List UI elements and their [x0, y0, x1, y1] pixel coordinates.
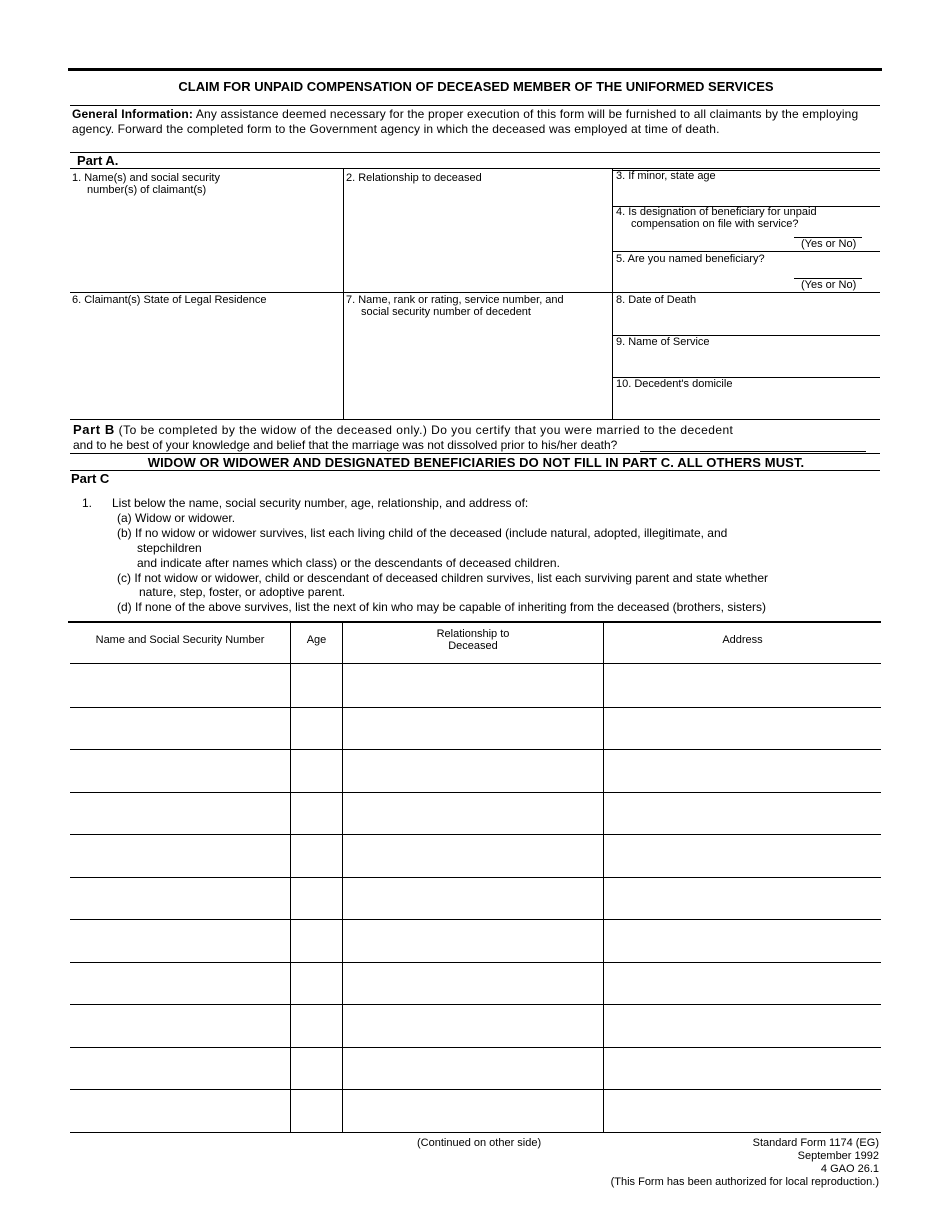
general-information — [72, 107, 880, 136]
part-b-text-line1: (To be completed by the widow of the deceased only.) Do you certify that you were married to the decedent — [114, 423, 734, 437]
table-cell-age[interactable] — [292, 879, 341, 918]
instruction-c-line1: (c) If not widow or widower, child or descendant of deceased children survives, list each surviving parent and state whether — [117, 571, 768, 585]
table-cell-age[interactable] — [292, 794, 341, 833]
table-cell-relationship[interactable] — [344, 751, 602, 790]
form-title: CLAIM FOR UNPAID COMPENSATION OF DECEASED MEMBER OF THE UNIFORMED SERVICES — [178, 79, 774, 94]
part-a-top-rule — [70, 152, 880, 153]
table-row-rule — [70, 1132, 881, 1133]
table-row-rule — [70, 1047, 881, 1048]
banner-top-rule — [70, 453, 880, 454]
table-cell-age[interactable] — [292, 1049, 341, 1088]
table-cell-relationship[interactable] — [344, 1049, 602, 1088]
table-cell-relationship[interactable] — [344, 836, 602, 875]
part-b-answer-input[interactable] — [640, 437, 866, 451]
field-3-label: 3. If minor, state age — [616, 170, 716, 182]
table-cell-relationship[interactable] — [344, 1006, 602, 1045]
instruction-b-line1: (b) If no widow or widower survives, list each living child of the deceased (include natural, adopted, illegitimate, and — [117, 526, 728, 540]
part-a-divider-1 — [343, 169, 344, 420]
field-6-label: 6. Claimant(s) State of Legal Residence — [72, 294, 267, 306]
table-cell-address[interactable] — [605, 879, 879, 918]
table-cell-name[interactable] — [71, 794, 289, 833]
table-cell-address[interactable] — [605, 1091, 879, 1130]
part-a-end-rule — [70, 419, 880, 420]
continued-note: (Continued on other side) — [417, 1137, 542, 1149]
table-cell-age[interactable] — [292, 751, 341, 790]
table-header-relationship-line2: Deceased — [448, 640, 498, 652]
part-c-instruction-banner: WIDOW OR WIDOWER AND DESIGNATED BENEFICIARIES DO NOT FILL IN PART C. ALL OTHERS MUST. — [147, 455, 805, 470]
table-cell-address[interactable] — [605, 964, 879, 1003]
table-cell-age[interactable] — [292, 836, 341, 875]
table-top-rule — [68, 621, 881, 623]
table-cell-address[interactable] — [605, 709, 879, 748]
field-1-input[interactable] — [71, 198, 341, 290]
top-rule — [68, 68, 882, 71]
table-cell-name[interactable] — [71, 1049, 289, 1088]
table-cell-address[interactable] — [605, 794, 879, 833]
instruction-d: (d) If none of the above survives, list the next of kin who may be capable of inheriting from the deceased (brothers, sisters) — [117, 600, 766, 614]
table-header-relationship — [343, 628, 603, 652]
general-information-text: Any assistance deemed necessary for the proper execution of this form will be furnished to all claimants by the employing agency. Forward the completed form to the Government agency in which the deceased was employed at time of death. — [72, 107, 859, 136]
table-header-rule — [70, 663, 881, 664]
table-cell-address[interactable] — [605, 666, 879, 705]
part-a-heading: Part A. — [77, 153, 119, 168]
table-cell-name[interactable] — [71, 709, 289, 748]
field-1-label-line2: number(s) of claimant(s) — [87, 183, 207, 196]
table-row-rule — [70, 919, 881, 920]
table-header-relationship-line1: Relationship to — [436, 628, 510, 640]
part-a-bottom-rule — [70, 168, 880, 169]
field-7-input[interactable] — [345, 320, 610, 418]
field-10-input[interactable] — [614, 393, 879, 418]
table-header-address: Address — [722, 634, 763, 646]
table-cell-age[interactable] — [292, 709, 341, 748]
field-1-label — [72, 173, 220, 196]
field-9-input[interactable] — [614, 351, 879, 376]
field-8-input[interactable] — [614, 309, 879, 334]
table-cell-name[interactable] — [71, 666, 289, 705]
field-5-input[interactable] — [794, 265, 862, 278]
table-cell-address[interactable] — [605, 836, 879, 875]
table-cell-relationship[interactable] — [344, 964, 602, 1003]
table-row-rule — [70, 1004, 881, 1005]
field-7-label-line2: social security number of decedent — [361, 305, 531, 318]
form-date: September 1992 — [797, 1150, 879, 1162]
table-cell-address[interactable] — [605, 1006, 879, 1045]
gao-reference: 4 GAO 26.1 — [820, 1163, 879, 1175]
instruction-intro: List below the name, social security number, age, relationship, and address of: — [112, 496, 529, 510]
field-2-input[interactable] — [345, 188, 610, 290]
field-10-label: 10. Decedent's domicile — [616, 378, 733, 390]
field-6-input[interactable] — [71, 310, 341, 418]
banner-bottom-rule — [70, 470, 880, 471]
field-8-label: 8. Date of Death — [616, 294, 697, 306]
table-cell-name[interactable] — [71, 921, 289, 960]
table-cell-name[interactable] — [71, 1006, 289, 1045]
field-5-label: 5. Are you named beneficiary? — [616, 253, 765, 265]
field-4-label-line1: 4. Is designation of beneficiary for unpaid — [616, 206, 817, 218]
table-cell-age[interactable] — [292, 964, 341, 1003]
table-row-rule — [70, 1089, 881, 1090]
part-b-question-line1 — [73, 422, 733, 437]
table-header-name: Name and Social Security Number — [95, 634, 265, 646]
field-4-bottom-rule — [613, 251, 880, 252]
field-5-hint: (Yes or No) — [801, 279, 857, 291]
table-cell-relationship[interactable] — [344, 921, 602, 960]
table-cell-relationship[interactable] — [344, 879, 602, 918]
table-cell-relationship[interactable] — [344, 1091, 602, 1130]
field-4-label — [616, 207, 817, 230]
table-cell-name[interactable] — [71, 836, 289, 875]
form-number: Standard Form 1174 (EG) — [752, 1137, 879, 1149]
table-row-rule — [70, 834, 881, 835]
authorization-note: (This Form has been authorized for local reproduction.) — [610, 1176, 879, 1188]
instruction-b-line3: and indicate after names which class) or the descendants of deceased children. — [137, 556, 560, 570]
table-cell-address[interactable] — [605, 751, 879, 790]
instruction-a: (a) Widow or widower. — [117, 511, 236, 525]
table-cell-address[interactable] — [605, 921, 879, 960]
part-b-heading: Part B — [73, 422, 115, 437]
field-4-hint: (Yes or No) — [801, 238, 857, 250]
table-cell-age[interactable] — [292, 921, 341, 960]
field-7-label-line1: 7. Name, rank or rating, service number, and — [346, 294, 564, 306]
field-3-input[interactable] — [614, 185, 879, 205]
field-1-label-line1: 1. Name(s) and social security — [72, 172, 220, 184]
table-cell-name[interactable] — [71, 1091, 289, 1130]
instruction-c-line2: nature, step, foster, or adoptive parent. — [139, 585, 346, 599]
form-identification — [560, 1137, 879, 1189]
instruction-number: 1. — [82, 496, 93, 510]
part-b-answer-line — [640, 451, 866, 452]
table-cell-relationship[interactable] — [344, 709, 602, 748]
instruction-b-line2: stepchildren — [137, 541, 202, 555]
table-cell-age[interactable] — [292, 1091, 341, 1130]
part-a-mid-rule — [70, 292, 880, 293]
general-information-label: General Information: — [72, 107, 194, 121]
field-7-label — [346, 295, 564, 318]
field-4-input[interactable] — [794, 224, 862, 237]
title-rule — [70, 105, 880, 106]
field-4-label-line2: compensation on file with service? — [631, 217, 799, 230]
part-c-heading: Part C — [71, 471, 110, 486]
table-cell-name[interactable] — [71, 751, 289, 790]
field-2-label: 2. Relationship to deceased — [346, 172, 482, 184]
table-header-age: Age — [306, 634, 327, 646]
table-cell-name[interactable] — [71, 879, 289, 918]
part-b-question-line2: and to he best of your knowledge and belief that the marriage was not dissolved prior to his/her death? — [73, 438, 618, 452]
table-cell-relationship[interactable] — [344, 794, 602, 833]
table-cell-age[interactable] — [292, 1006, 341, 1045]
field-9-label: 9. Name of Service — [616, 336, 710, 348]
table-row-rule — [70, 749, 881, 750]
table-cell-relationship[interactable] — [344, 666, 602, 705]
table-cell-name[interactable] — [71, 964, 289, 1003]
table-cell-address[interactable] — [605, 1049, 879, 1088]
table-cell-age[interactable] — [292, 666, 341, 705]
